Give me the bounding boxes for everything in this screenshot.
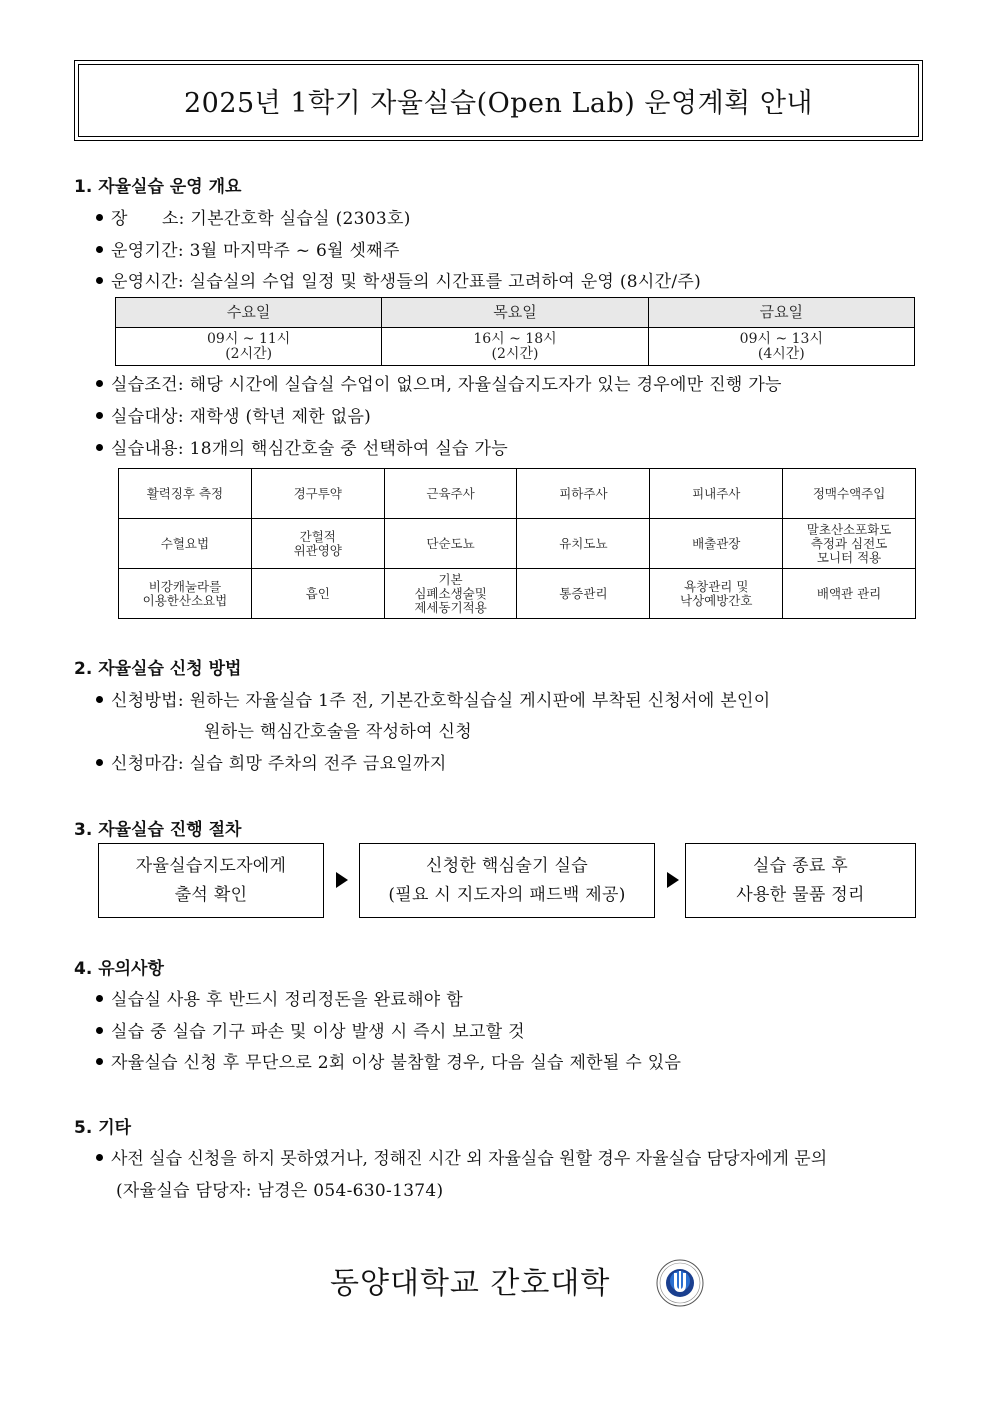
skill-cell — [517, 569, 650, 619]
skill-line: 간헐적 — [299, 528, 336, 544]
schedule-time: 09시 ~ 11시 — [207, 330, 291, 347]
skill-cell — [650, 569, 783, 619]
page-title: 2025년 1학기 자율실습(Open Lab) 운영계획 안내 — [78, 64, 919, 137]
bullet-apply-method — [96, 686, 770, 711]
skill-line: 정맥수액주입 — [812, 485, 886, 501]
step-line: 자율실습지도자에게 — [135, 855, 287, 876]
section-2-heading: 2. 자율실습 신청 방법 — [74, 659, 242, 679]
step-line: (필요 시 지도자의 패드백 제공) — [388, 884, 626, 905]
skill-cell — [251, 469, 384, 519]
skills-row — [119, 469, 916, 519]
skill-cell — [119, 569, 252, 619]
bullet-condition — [96, 370, 782, 395]
bullet-content — [96, 434, 508, 459]
skill-line: 경구투약 — [293, 485, 342, 501]
bullet-dot-icon — [96, 246, 103, 253]
section-5-heading: 5. 기타 — [74, 1118, 132, 1138]
skill-cell — [650, 519, 783, 569]
skill-line: 배액관 관리 — [816, 585, 882, 601]
bullet-text: 운영기간: 3월 마지막주 ~ 6월 셋째주 — [111, 241, 400, 261]
bullet-text: 실습내용: 18개의 핵심간호술 중 선택하여 실습 가능 — [111, 439, 508, 459]
skill-cell — [251, 569, 384, 619]
bullet-text: 자율실습 신청 후 무단으로 2회 이상 불참할 경우, 다음 실습 제한될 수 있음 — [111, 1053, 682, 1073]
skill-line: 비강캐눌라를 — [148, 578, 222, 594]
bullet-hours — [96, 267, 701, 292]
bullet-text: 실습실 사용 후 반드시 정리정돈을 완료해야 함 — [111, 990, 463, 1010]
bullet-caution-3 — [96, 1048, 681, 1073]
bullet-target — [96, 402, 371, 427]
skill-line: 유치도뇨 — [559, 535, 608, 551]
process-step-1 — [98, 843, 324, 918]
skill-line: 피하주사 — [559, 485, 608, 501]
bullet-apply-deadline — [96, 749, 447, 774]
schedule-header-fri: 금요일 — [648, 298, 914, 328]
skill-cell — [517, 519, 650, 569]
skill-cell — [384, 519, 517, 569]
section-3-heading: 3. 자율실습 진행 절차 — [74, 820, 242, 840]
bullet-dot-icon — [96, 277, 103, 284]
skill-line: 이용한산소요법 — [142, 592, 228, 608]
skill-line: 심폐소생술및 — [414, 585, 487, 601]
schedule-cell-fri — [648, 328, 914, 366]
skills-row — [119, 519, 916, 569]
bullet-text: 장 소: 기본간호학 실습실 (2303호) — [111, 209, 411, 229]
bullet-caution-1 — [96, 985, 463, 1010]
section-4-heading: 4. 유의사항 — [74, 959, 164, 979]
skill-line: 모니터 적용 — [816, 549, 882, 565]
bullet-dot-icon — [96, 995, 103, 1002]
bullet-dot-icon — [96, 1154, 103, 1161]
skill-line: 단순도뇨 — [426, 535, 475, 551]
skill-cell — [783, 519, 916, 569]
skill-cell — [384, 469, 517, 519]
schedule-header-row — [116, 298, 915, 328]
skill-cell — [650, 469, 783, 519]
organization-name: 동양대학교 간호대학 — [330, 1266, 611, 1301]
bullet-text: 실습대상: 재학생 (학년 제한 없음) — [111, 407, 372, 427]
skills-row — [119, 569, 916, 619]
skill-cell — [251, 519, 384, 569]
contact-info: (자율실습 담당자: 남경은 054-630-1374) — [116, 1181, 444, 1201]
skill-line: 배출관장 — [692, 535, 741, 551]
schedule-cell-thu — [382, 328, 648, 366]
core-skills-table — [118, 468, 916, 619]
section-1-heading: 1. 자율실습 운영 개요 — [74, 177, 242, 197]
step-line: 사용한 물품 정리 — [736, 884, 865, 905]
skill-line: 근육주사 — [426, 485, 475, 501]
bullet-dot-icon — [96, 380, 103, 387]
skill-line: 말초산소포화도 — [806, 521, 892, 537]
schedule-time: 09시 ~ 13시 — [739, 330, 823, 347]
skill-line: 기본 — [438, 571, 463, 587]
process-step-3 — [685, 843, 916, 918]
schedule-header-thu: 목요일 — [382, 298, 648, 328]
bullet-dot-icon — [96, 214, 103, 221]
bullet-dot-icon — [96, 1027, 103, 1034]
bullet-period — [96, 236, 400, 261]
schedule-duration: (2시간) — [491, 345, 539, 362]
bullet-dot-icon — [96, 412, 103, 419]
skill-cell — [119, 519, 252, 569]
step-line: 신청한 핵심술기 실습 — [426, 855, 588, 876]
process-step-2 — [359, 843, 655, 918]
skill-cell — [783, 469, 916, 519]
bullet-dot-icon — [96, 1058, 103, 1065]
skill-cell — [384, 569, 517, 619]
schedule-cell-wed — [116, 328, 382, 366]
bullet-text: 실습조건: 해당 시간에 실습실 수업이 없으며, 자율실습지도자가 있는 경우에만 진행 가능 — [111, 375, 782, 395]
skill-cell — [517, 469, 650, 519]
schedule-duration: (2시간) — [225, 345, 273, 362]
bullet-dot-icon — [96, 759, 103, 766]
bullet-text: 신청마감: 실습 희망 주차의 전주 금요일까지 — [111, 754, 447, 774]
bullet-text: 운영시간: 실습실의 수업 일정 및 학생들의 시간표를 고려하여 운영 (8시간/주) — [111, 272, 702, 292]
bullet-text: 신청방법: 원하는 자율실습 1주 전, 기본간호학실습실 게시판에 부착된 신청서에 본인이 — [111, 691, 771, 711]
schedule-header-wed: 수요일 — [116, 298, 382, 328]
bullet-caution-2 — [96, 1017, 525, 1042]
bullet-apply-method-continued: 원하는 핵심간호술을 작성하여 신청 — [204, 722, 472, 742]
schedule-time: 16시 ~ 18시 — [473, 330, 557, 347]
bullet-dot-icon — [96, 696, 103, 703]
bullet-dot-icon — [96, 444, 103, 451]
schedule-duration: (4시간) — [757, 345, 805, 362]
step-line: 출석 확인 — [174, 884, 248, 905]
title-box — [74, 60, 923, 141]
skill-cell — [783, 569, 916, 619]
skill-line: 활력징후 측정 — [146, 485, 224, 501]
skill-line: 측정과 심전도 — [810, 535, 888, 551]
skill-line: 욕창관리 및 — [684, 578, 749, 594]
skill-cell — [119, 469, 252, 519]
schedule-table — [115, 297, 915, 366]
bullet-location — [96, 204, 411, 229]
arrow-right-icon — [667, 872, 679, 888]
bullet-text: 사전 실습 신청을 하지 못하였거나, 정해진 시간 외 자율실습 원할 경우 자율실습 담당자에게 문의 — [111, 1149, 828, 1169]
bullet-text: 실습 중 실습 기구 파손 및 이상 발생 시 즉시 보고할 것 — [111, 1022, 525, 1042]
university-seal-icon — [656, 1259, 704, 1307]
arrow-right-icon — [336, 872, 348, 888]
skill-line: 흡인 — [305, 585, 330, 601]
step-line: 실습 종료 후 — [752, 855, 849, 876]
schedule-time-row — [116, 328, 915, 366]
bullet-other — [96, 1144, 827, 1169]
skill-line: 피내주사 — [692, 485, 741, 501]
skill-line: 위관영양 — [293, 542, 342, 558]
skill-line: 제세동기적용 — [414, 599, 487, 615]
skill-line: 수혈요법 — [160, 535, 210, 551]
skill-line: 통증관리 — [559, 585, 608, 601]
skill-line: 낙상예방간호 — [680, 592, 753, 608]
